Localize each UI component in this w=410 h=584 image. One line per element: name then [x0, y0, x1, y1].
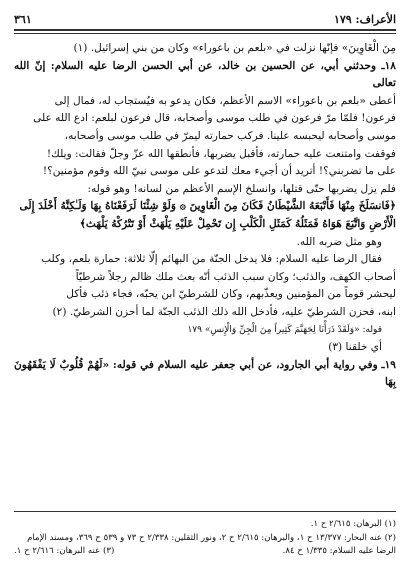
quran-verse-line: ﴿فَانسَلَخَ مِنْهَا فَأَتْبَعَهُ الشَّيْطَانُ فَكَانَ مِنَ الْغَاوِينَ ۞ وَلَوْ شِئْنَا لَرَفَعْنَاهُ بِهَا وَلَـٰكِنَّهُ أَخْلَدَ إِلَى — [19, 200, 396, 213]
footnote-3: (٣) عنه البرهان: ٢/٦١٦ ح ١. — [14, 546, 115, 556]
text-line: فقال الرضا عليه السلام: فلا يدخل الجنّة من البهائم إلّا ثلاثة: حمارة بلعم، وكلب — [41, 253, 382, 266]
footnote-1: (١) البرهان: ٢/٦١٥ ح ١. — [310, 519, 396, 529]
text-line: فرعون! فلمّا مرّ فرعون في طلب موسى وأصحابه، قال فرعون لبلعم: ادع الله على — [33, 112, 396, 125]
footnote-2-continued: الرضا عليه السلام: ١/٣٣٥ ح ٨٤. — [282, 546, 396, 556]
text-line: فوقفت وامتنعت عليه حمارته، فأقبل يضربها، فأنطقها الله عزّ وجلّ فقالت: ويلك! — [46, 147, 396, 160]
text-line: موسى وأصحابه ليحبسه علينا. فركب حمارته ليمرّ في طلب موسى وأصحابه، — [64, 129, 396, 142]
text-line: أي خلقنا (٣) — [328, 341, 382, 354]
text-line: فلم يزل يضربها حتّى قتلها، وانسلخ الإسم الأعظم من لسانه! وهو قوله: — [87, 182, 396, 195]
verse-citation-line: قوله: «وَلَقَدْ ذَرَأْنَا لِجَهَنَّمَ كَثِيراً مِنَ الْجِنِّ وَالْإِنسِ» ١٧٩ — [187, 324, 382, 335]
main-text — [14, 40, 396, 392]
hadith-19-line: ١٩ـ وفي رواية أبي الجارود، عن أبي جعفر عليه السلام في قوله: «لَهُمْ قُلُوبٌ لَا يَفْقَهُونَ بِهَا — [14, 358, 396, 389]
footnote-2: (٢) عنه البحار: ١٣/٣٧٧ ح ١، والبرهان: ٢/٦١٥ ح ٢، ونور الثقلين: ٢/٣٣٨ ح ٧٣ و ٥٣٩ ح ٣٦٩، ومسند الإمام — [27, 532, 396, 543]
text-line: ليحشر قوماً من المؤمنين ويعذّبهم، وكان للشرطيّ ابن يحبّه، فجاء ذئب فأكل — [66, 288, 396, 301]
text-line: أعطى «بلعم بن باعوراء» الاسم الأعظم، فكان يدعو به فيُستجاب له، فمال إلى — [54, 94, 396, 107]
text-line: على ما تضربني؟! أتريد أن أجيء معك لتدعو على موسى نبيّ الله وقوم مؤمنين؟! — [42, 165, 396, 178]
hadith-18-line: ١٨ـ وحدثني أبي، عن الحسين بن خالد، عن أبي الحسن الرضا عليه السلام: إنّ الله تعالى — [14, 59, 396, 90]
footnotes — [14, 511, 396, 559]
header-rule — [14, 33, 396, 34]
text-line: وهو مثل ضربه الله. — [296, 235, 382, 248]
running-title: الأعراف: ١٧٩ — [333, 12, 396, 26]
text-line: مِنَ الْغَاوِينَ» فإنّها نزلت في «بلعم بن باعوراء» وكان من بني إسرائيل. (١) — [73, 42, 396, 54]
text-line: ابنه، فحزن الشرطيّ عليه، فأدخل الله ذلك الذئب الجنّة لما أحزن الشرطيّ. (٢) — [52, 305, 396, 318]
page-number: ٣٦١ — [14, 12, 32, 26]
text-line: أصحاب الكهف، والذئب؛ وكان سبب الذئب أنّه بعث ملك ظالم رجلاً شرطيّاً — [75, 270, 396, 283]
page-header — [14, 9, 396, 31]
footnote-row — [14, 545, 396, 559]
quran-verse-line: الْأَرْضِ وَاتَّبَعَ هَوَاهُ فَمَثَلُهُ كَمَثَلِ الْكَلْبِ إِن تَحْمِلْ عَلَيْهِ يَلْهَثْ أَوْ تَتْرُكْهُ يَلْهَث﴾ — [79, 217, 396, 230]
